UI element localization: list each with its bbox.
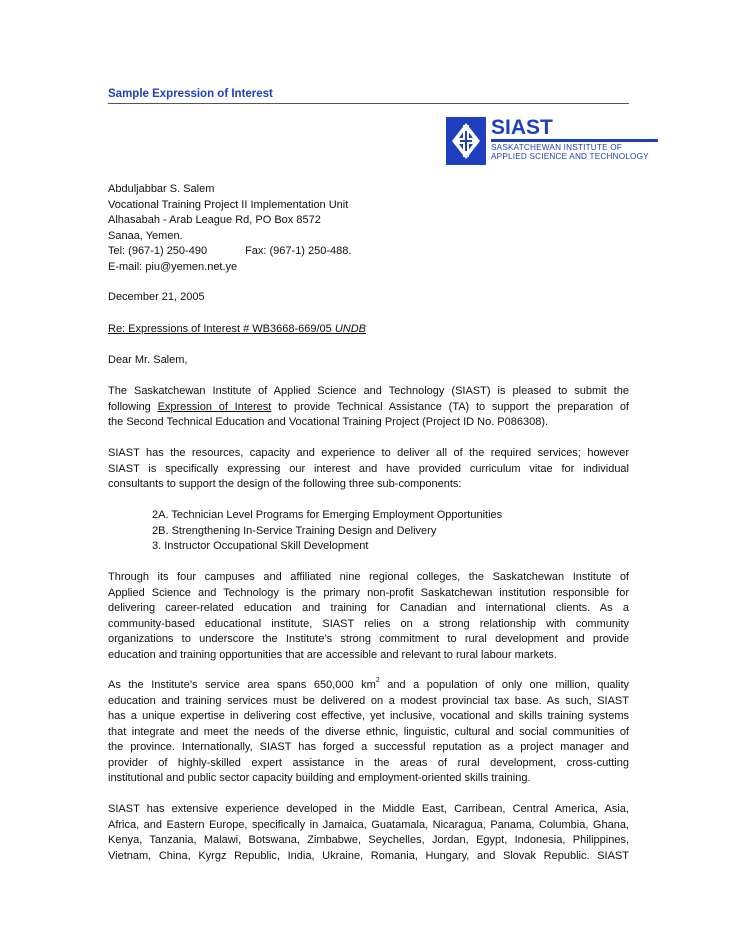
- paragraph-line: education and training opportunities that are accessible and relevant to rural labour markets.: [108, 648, 557, 661]
- paragraph-line: the province. Internationally, SIAST has forged a successful reputation as a project manager and: [108, 741, 629, 753]
- siast-crest-icon: [446, 117, 486, 165]
- paragraph-line: Applied Science and Technology is the primary non-profit Saskatchewan institution responsible for: [108, 586, 629, 599]
- logo-subtitle-line1: SASKATCHEWAN INSTITUTE OF: [491, 143, 623, 152]
- letter-date: December 21, 2005: [108, 291, 205, 303]
- paragraph-line: Africa, and Eastern Europe, specifically in Jamaica, Guatamala, Nicaragua, Panama, Columbia, Ghana,: [108, 818, 629, 831]
- paragraph-line: Through its four campuses and affiliated nine regional colleges, the Saskatchewan Institute of: [108, 571, 629, 583]
- salutation: Dear Mr. Salem,: [108, 354, 188, 366]
- paragraph-line: [108, 400, 629, 416]
- paragraph-line: provider of highly-skilled expert assistance in the areas of rural development, cross-cutting: [108, 756, 629, 769]
- list-item: 2A. Technician Level Programs for Emerging Employment Opportunities: [152, 509, 503, 521]
- contact-phone-line: [108, 244, 408, 260]
- line-text: following: [108, 400, 158, 413]
- expression-of-interest-term: Expression of Interest: [157, 400, 272, 413]
- email: E-mail: piu@yemen.net.ye: [108, 260, 238, 273]
- siast-logo: [446, 117, 658, 165]
- paragraph-service-area: [108, 678, 629, 787]
- fax: Fax: (967-1) 250-488.: [245, 245, 352, 257]
- paragraph-line: SIAST has the resources, capacity and experience to deliver all of the required services; however: [108, 447, 629, 459]
- paragraph-campuses: [108, 570, 629, 663]
- subject-suffix: UNDB: [334, 323, 367, 335]
- subject-reference: Re: Expressions of Interest # WB3668-669/05: [108, 323, 335, 335]
- logo-subtitle-line2: APPLIED SCIENCE AND TECHNOLOGY: [491, 152, 649, 161]
- paragraph-experience: [108, 802, 629, 864]
- recipient-address: [108, 182, 408, 275]
- logo-rule: [491, 139, 658, 142]
- document-header-title: Sample Expression of Interest: [108, 88, 273, 100]
- paragraph-line: institutional and public sector capacity building and employment-oriented skills training.: [108, 772, 531, 784]
- address-line: Vocational Training Project II Implementation Unit: [108, 198, 349, 211]
- siast-crest-graphic: [446, 117, 486, 165]
- line-text: to provide Technical Assistance (TA) to support the preparation of: [271, 400, 629, 413]
- paragraph-line: the Second Technical Education and Vocational Training Project (Project ID No. P086308).: [108, 416, 549, 428]
- logo-name: SIAST: [491, 116, 553, 139]
- superscript: 2: [375, 677, 380, 684]
- paragraph-line: Vietnam, China, Kyrgz Republic, India, Ukraine, Romania, Hungary, and Slovak Republic. SIAST: [108, 849, 629, 862]
- address-line: Alhasabah - Arab League Rd, PO Box 8572: [108, 214, 321, 226]
- header-divider: [108, 103, 629, 104]
- paragraph-line: Kenya, Tanzania, Malawi, Botswana, Zimbabwe, Seychelles, Jordan, Egypt, Indonesia, Philippines,: [108, 834, 629, 846]
- paragraph-line: education and training services must be delivered on a modest provincial tax base. As such, SIAST: [108, 694, 629, 707]
- subcomponent-list: [152, 508, 502, 555]
- telephone: Tel: (967-1) 250-490: [108, 245, 208, 257]
- address-line: Abduljabbar S. Salem: [108, 183, 215, 195]
- paragraph-line: SIAST has extensive experience developed in the Middle East, Carribean, Central America, Asia,: [108, 803, 629, 815]
- paragraph-line: SIAST is specifically expressing our interest and have provided curriculum vitae for individual: [108, 462, 629, 475]
- list-item: 2B. Strengthening In-Service Training Design and Delivery: [152, 524, 437, 537]
- line-text: and a population of only one million, quality: [379, 679, 629, 691]
- paragraph-line: community-based educational institute, SIAST relies on a strong relationship with community: [108, 617, 629, 630]
- paragraph-line: [108, 678, 629, 694]
- paragraph-line: that integrate and meet the needs of the diverse ethnic, linguistic, cultural and social communities of: [108, 725, 629, 738]
- paragraph-intro: [108, 384, 629, 431]
- paragraph-line: organizations to underscore the Institute’s strong commitment to rural development and provide: [108, 633, 629, 645]
- paragraph-line: consultants to support the design of the following three sub-components:: [108, 478, 462, 490]
- subject-line: [108, 322, 366, 338]
- line-text: As the Institute’s service area spans 650,000 km: [108, 679, 376, 691]
- paragraph-line: delivering career-related education and training for Canadian and international clients. As a: [108, 602, 629, 614]
- address-line: Sanaa, Yemen.: [108, 229, 183, 242]
- paragraph-resources: [108, 446, 629, 493]
- list-item: 3. Instructor Occupational Skill Development: [152, 540, 369, 552]
- paragraph-line: has a unique expertise in delivering cost effective, yet inclusive, vocational and skills training systems: [108, 710, 629, 722]
- paragraph-line: The Saskatchewan Institute of Applied Science and Technology (SIAST) is pleased to submit the: [108, 385, 629, 397]
